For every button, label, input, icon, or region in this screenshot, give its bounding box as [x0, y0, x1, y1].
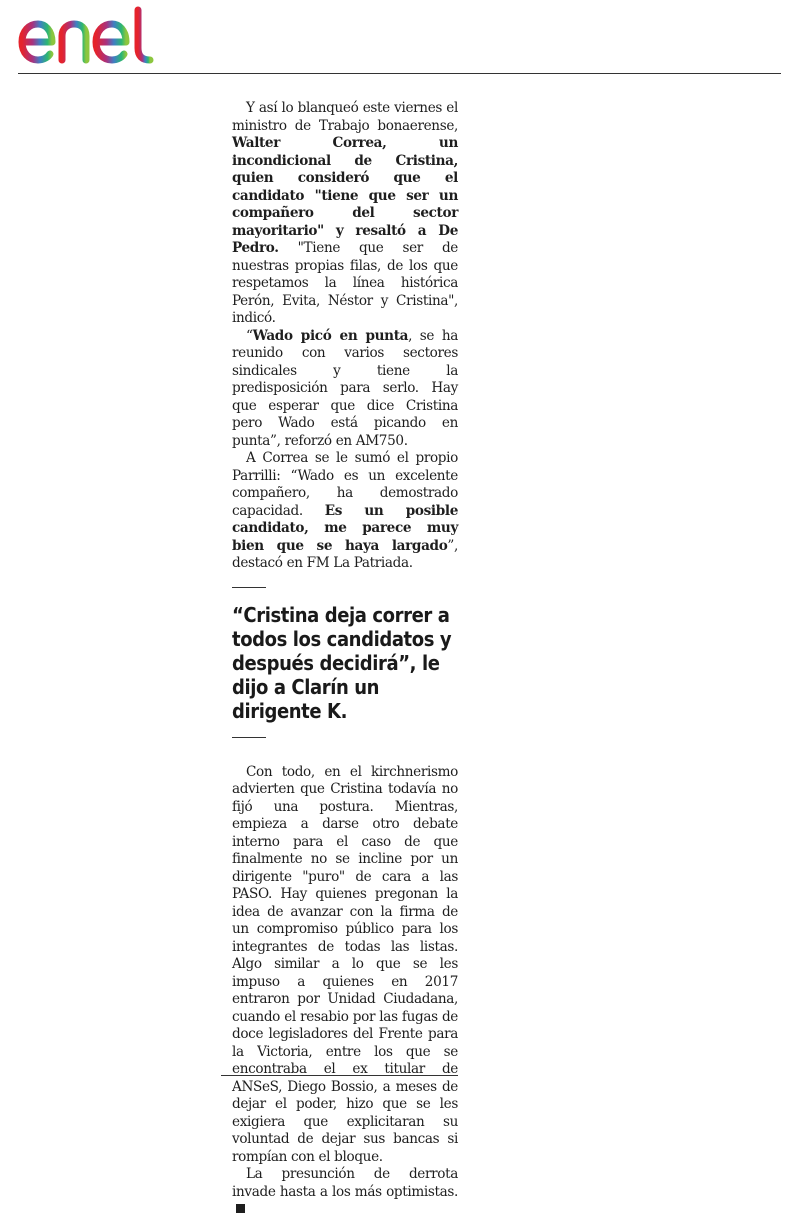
pull-quote: “Cristina deja correr a todos los candidatos y después decidirá”, le dijo a Clarín un dirigente K. [232, 602, 452, 723]
pull-quote-bottom-rule [232, 737, 266, 738]
pull-quote-top-rule [232, 587, 266, 588]
article-paragraph-5: La presunción de derrota invade hasta a los más optimistas. [232, 1166, 458, 1219]
article-column [232, 100, 458, 1219]
article-paragraph-3: A Correa se le sumó el propio Parrilli: “Wado es un excelente compañero, ha demostrado capacidad. Es un posible candidato, me parece muy bien que se haya largado”, destacó en FM La Patriada. [232, 450, 458, 571]
end-of-article-mark [236, 1204, 245, 1213]
enel-logo [16, 6, 180, 66]
article-paragraph-4: Con todo, en el kirchnerismo advierten que Cristina todavía no fijó una postura. Mientras, empieza a darse otro debate interno para el caso de que finalmente no se incline por un dirigente "puro" de cara a las PASO. Hay quienes pregonan la idea de avanzar con la firma de un compromiso público para los integrantes de todas las listas. Algo similar a lo que se les impuso a quienes en 2017 entraron por Unidad Ciudadana, cuando el resabio por las fugas de doce legisladores del Frente para la Victoria, entre los que se encontraba el ex titular de ANSeS, Diego Bossio, a meses de dejar el poder, hizo que se les exigiera que explicitaran su voluntad de dejar sus bancas si rompían con el bloque. [232, 763, 458, 1165]
article-paragraph-1: Y así lo blanqueó este viernes el ministro de Trabajo bonaerense, Walter Correa, un incondicional de Cristina, quien consideró que el candidato "tiene que ser un compañero del sector mayoritario" y resaltó a De Pedro. "Tiene que ser de nuestras propias filas, de los que respetamos la línea histórica Perón, Evita, Néstor y Cristina", indicó. [232, 100, 458, 326]
article-paragraph-2: “Wado picó en punta, se ha reunido con varios sectores sindicales y tiene la predisposición para serlo. Hay que esperar que dice Cristina pero Wado está picando en punta”, reforzó en AM750. [232, 327, 458, 449]
footer-rule [221, 1075, 458, 1076]
header-rule [18, 73, 781, 74]
